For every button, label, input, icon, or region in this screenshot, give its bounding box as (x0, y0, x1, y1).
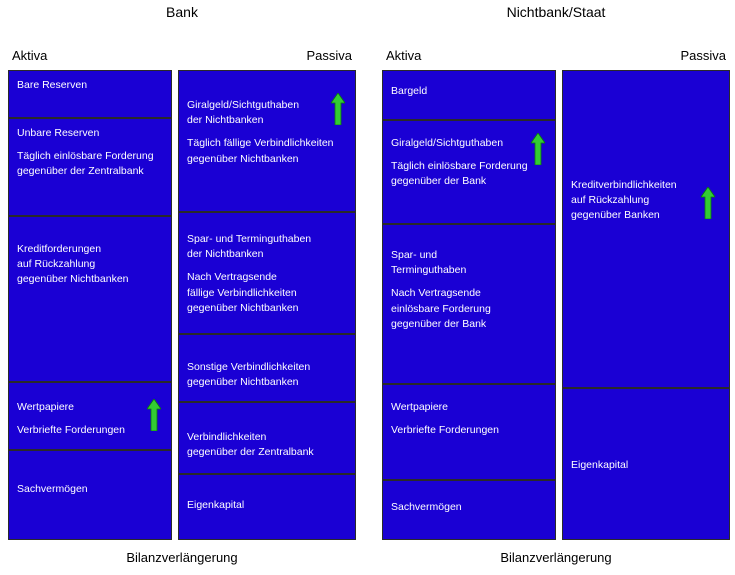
box-line: Täglich einlösbare Forderung (391, 160, 528, 173)
nonbank-passiva-box-1 (562, 70, 730, 388)
box-line: auf Rückzahlung (571, 194, 650, 207)
box-gap (187, 128, 347, 136)
nonbank-panel-title: Nichtbank/Staat (506, 4, 606, 20)
bank-aktiva-box-2 (8, 118, 172, 216)
box-line: der Nichtbanken (187, 248, 264, 261)
box-line: Eigenkapital (187, 499, 245, 511)
nonbank-aktiva-box-3 (382, 224, 556, 384)
box-line: der Nichtbanken (187, 114, 264, 127)
nonbank-passiva-box-2 (562, 388, 730, 540)
bank-aktiva-box-3 (8, 216, 172, 382)
bank-passiva-box-4 (178, 402, 356, 474)
box-line: gegenüber der Zentralbank (187, 446, 314, 459)
box-line: Wertpapiere (17, 401, 75, 413)
box-line: Unbare Reserven (17, 127, 100, 139)
box-line: Verbriefte Forderungen (17, 424, 125, 437)
box-line: Nach Vertragsende (187, 271, 277, 284)
bank-balance-sheet-panel (8, 0, 356, 575)
nonbank-balance-sheet-panel (382, 0, 730, 575)
nonbank-aktiva-box-2 (382, 120, 556, 224)
box-line: gegenüber der Bank (391, 175, 487, 188)
up-arrow-icon (147, 399, 161, 429)
box-line: Spar- und Terminguthaben (187, 233, 312, 245)
box-gap (391, 278, 547, 286)
box-line: fällige Verbindlichkeiten (187, 286, 297, 299)
box-line: Sachvermögen (17, 483, 88, 495)
bank-passiva-box-2 (178, 212, 356, 334)
bank-footer-label: Bilanzverlängerung (126, 550, 238, 565)
box-gap (17, 415, 163, 423)
bank-passiva-box-5 (178, 474, 356, 540)
box-line: Giralgeld/Sichtguthaben (187, 99, 300, 111)
box-line: Wertpapiere (391, 401, 449, 413)
nonbank-aktiva-box-1 (382, 70, 556, 120)
nonbank-aktiva-box-4 (382, 384, 556, 480)
box-line: Terminguthaben (391, 264, 467, 277)
bank-passiva-label: Passiva (306, 48, 352, 63)
box-line: Giralgeld/Sichtguthaben (391, 137, 504, 149)
box-line: gegenüber der Bank (391, 317, 487, 330)
box-line: Sonstige Verbindlichkeiten (187, 361, 311, 373)
box-line: Spar- und (391, 249, 438, 261)
bank-passiva-box-3 (178, 334, 356, 402)
nonbank-aktiva-box-5 (382, 480, 556, 540)
box-gap (187, 262, 347, 270)
box-line: Nach Vertragsende (391, 287, 481, 300)
bank-aktiva-label: Aktiva (12, 48, 48, 63)
box-line: auf Rückzahlung (17, 258, 96, 271)
up-arrow-icon (331, 93, 345, 123)
box-line: Sachvermögen (391, 501, 462, 513)
box-line: Bare Reserven (17, 79, 88, 91)
box-line: Verbindlichkeiten (187, 431, 267, 443)
box-line: gegenüber Nichtbanken (187, 152, 299, 165)
box-line: Täglich fällige Verbindlichkeiten (187, 137, 334, 150)
bank-panel-title: Bank (166, 4, 198, 20)
nonbank-passiva-label: Passiva (680, 48, 726, 63)
nonbank-footer-label: Bilanzverlängerung (500, 550, 612, 565)
up-arrow-icon (701, 187, 715, 217)
box-line: Bargeld (391, 85, 428, 97)
box-line: Eigenkapital (571, 459, 629, 471)
box-line: gegenüber Banken (571, 209, 660, 222)
bank-aktiva-box-1 (8, 70, 172, 118)
box-line: einlösbare Forderung (391, 302, 491, 315)
up-arrow-icon (531, 133, 545, 163)
bank-passiva-box-1 (178, 70, 356, 212)
box-line: Verbriefte Forderungen (391, 424, 499, 437)
bank-aktiva-box-5 (8, 450, 172, 540)
box-gap (391, 415, 547, 423)
bank-aktiva-box-4 (8, 382, 172, 450)
box-line: gegenüber Nichtbanken (17, 273, 129, 286)
box-gap (17, 141, 163, 149)
nonbank-aktiva-label: Aktiva (386, 48, 422, 63)
box-line: Kreditverbindlichkeiten (571, 179, 677, 191)
box-line: gegenüber Nichtbanken (187, 376, 299, 389)
box-line: Täglich einlösbare Forderung (17, 150, 154, 163)
box-line: gegenüber der Zentralbank (17, 165, 144, 178)
box-line: Kreditforderungen (17, 243, 102, 255)
box-line: gegenüber Nichtbanken (187, 301, 299, 314)
box-gap (391, 151, 547, 159)
